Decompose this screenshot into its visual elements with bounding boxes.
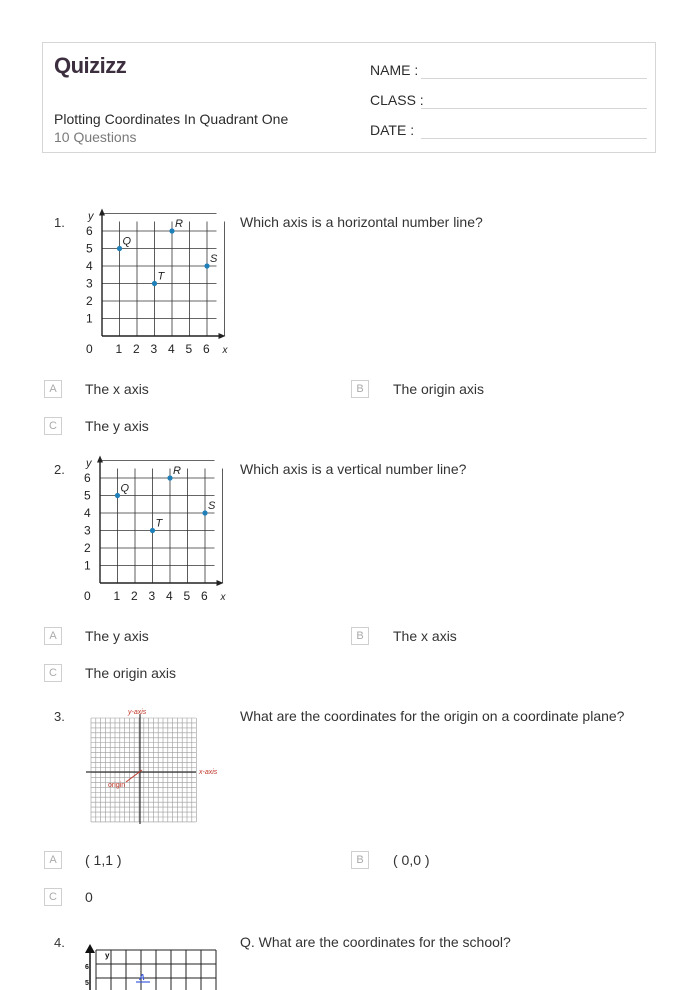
question-2-option-a-box[interactable]: A	[44, 627, 62, 645]
y-tick-label: 5	[86, 241, 93, 256]
question-3-plane-image	[86, 704, 226, 828]
class-line	[421, 108, 647, 109]
question-3-number: 3.	[54, 709, 65, 724]
plotted-point	[150, 528, 155, 533]
point-label: R	[173, 465, 181, 477]
worksheet-header	[42, 42, 656, 153]
y-tick-label: 6	[86, 224, 93, 238]
point-label: R	[175, 218, 183, 230]
question-4-number: 4.	[54, 935, 65, 950]
y-axis-label: y	[88, 210, 94, 223]
y-tick-label: 1	[84, 558, 91, 573]
x-tick-label: 1	[113, 589, 121, 603]
point-label: Q	[120, 482, 130, 495]
map-point-label: A	[139, 973, 145, 982]
y-tick-label: 3	[84, 523, 91, 538]
x-tick-label: 4	[166, 589, 173, 603]
worksheet-title: Plotting Coordinates In Quadrant One	[54, 111, 289, 127]
question-2-text: Which axis is a vertical number line?	[240, 461, 467, 477]
y-tick-label: 6	[84, 471, 91, 485]
x-tick-label: 1	[115, 342, 123, 356]
question-3-option-c-text[interactable]: 0	[85, 889, 93, 905]
x-tick-label: 6	[203, 342, 210, 356]
question-3-option-a-text[interactable]: ( 1,1 )	[85, 852, 122, 868]
x-tick-label: 4	[168, 342, 175, 356]
point-label: Q	[122, 235, 132, 248]
point-label: S	[208, 500, 216, 512]
question-1-text: Which axis is a horizontal number line?	[240, 214, 483, 230]
x-axis-label: x	[220, 592, 226, 603]
point-label: T	[157, 270, 165, 283]
question-2-grid-image	[80, 455, 230, 605]
plotted-point	[202, 510, 207, 515]
question-1-option-c-box[interactable]: C	[44, 417, 62, 435]
name-label: NAME :	[370, 62, 419, 78]
question-3-option-c-box[interactable]: C	[44, 888, 62, 906]
map-y-tick-6: 6	[85, 964, 89, 971]
map-y-tick-5: 5	[85, 980, 89, 987]
y-tick-label: 4	[86, 259, 93, 273]
x-axis-label: x	[222, 345, 228, 356]
question-2-number: 2.	[54, 462, 65, 477]
y-tick-label: 4	[84, 506, 91, 520]
question-1-option-a-box[interactable]: A	[44, 380, 62, 398]
question-4-text: Q. What are the coordinates for the school?	[240, 934, 511, 950]
question-1-option-a-text[interactable]: The x axis	[85, 381, 149, 397]
x-tick-label: 2	[133, 342, 140, 356]
map-y-axis-label: y	[105, 951, 110, 960]
question-1-number: 1.	[54, 215, 65, 230]
plotted-point	[204, 263, 209, 268]
question-3-option-a-box[interactable]: A	[44, 851, 62, 869]
question-4-map-image	[84, 940, 218, 990]
origin-label: 0	[86, 342, 93, 356]
x-tick-label: 5	[183, 589, 191, 603]
question-2-option-c-text[interactable]: The origin axis	[85, 665, 177, 681]
origin-label: 0	[84, 589, 91, 603]
question-2-option-c-box[interactable]: C	[44, 664, 62, 682]
point-label: T	[155, 517, 163, 530]
y-tick-label: 5	[84, 488, 91, 503]
x-tick-label: 2	[131, 589, 138, 603]
x-tick-label: 3	[150, 342, 158, 356]
question-1-option-b-text[interactable]: The origin axis	[393, 381, 485, 397]
question-2-option-b-box[interactable]: B	[351, 627, 369, 645]
date-label: DATE :	[370, 122, 415, 138]
plotted-point	[169, 228, 174, 233]
y-tick-label: 1	[86, 311, 93, 326]
y-tick-label: 3	[86, 276, 93, 291]
question-3-option-b-text[interactable]: ( 0,0 )	[393, 852, 430, 868]
quizizz-logo: Quizizz	[54, 53, 127, 78]
date-line	[421, 138, 647, 139]
question-count: 10 Questions	[54, 129, 137, 145]
question-2-option-b-text[interactable]: The x axis	[393, 628, 457, 644]
x-tick-label: 6	[201, 589, 208, 603]
y-tick-label: 2	[84, 541, 91, 555]
plotted-point	[117, 246, 122, 251]
point-label: S	[210, 253, 218, 265]
y-axis-arrow	[97, 456, 103, 463]
y-axis-label: y	[86, 457, 92, 470]
x-tick-label: 5	[185, 342, 193, 356]
class-label: CLASS :	[370, 92, 424, 108]
plotted-point	[152, 281, 157, 286]
question-1-option-c-text[interactable]: The y axis	[85, 418, 149, 434]
question-3-option-b-box[interactable]: B	[351, 851, 369, 869]
plane-origin-label: origin	[108, 782, 126, 789]
name-line	[421, 78, 647, 79]
question-1-option-b-box[interactable]: B	[351, 380, 369, 398]
map-y-axis-arrow	[85, 944, 95, 953]
plane-x-axis-label: x-axis	[199, 769, 218, 776]
plotted-point	[115, 493, 120, 498]
plotted-point	[167, 475, 172, 480]
x-tick-label: 3	[148, 589, 156, 603]
question-3-text: What are the coordinates for the origin on a coordinate plane?	[240, 708, 625, 724]
y-axis-arrow	[99, 209, 105, 216]
plane-y-axis-label: y-axis	[128, 709, 147, 716]
question-2-option-a-text[interactable]: The y axis	[85, 628, 149, 644]
question-1-grid-image	[82, 208, 232, 358]
y-tick-label: 2	[86, 294, 93, 308]
